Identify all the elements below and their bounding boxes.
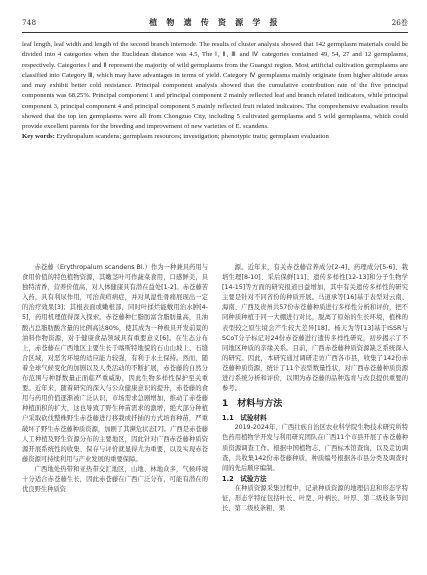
header-rule [22,32,408,33]
body-columns [22,263,408,563]
methods-paragraph: 在种质资源采集过程中，记录种质资源的地理信息和形态学特征，形态学特征包括叶长、叶宽、叶柄长、叶厚、第二级枝条节间长、第二级枝条粗、果 [222,484,408,513]
subsection-heading-materials: 1.1 试验材料 [222,414,267,423]
intro-paragraph-1: 赤苍藤（Erythropalum scandens Bl.）作为一种兼具药用与食用价值的特色植物资源，其嫩茎叶可作蔬菜食用，口感鲜美，具独特清香，营养价值高，对人体健康具有潜在益处[1-2]。赤苍藤苦入药，具有利尿作用，可治黄疸病症，并对风湿性骨痛展现出一定的治疗效果[3]；其根表面或嫩根部，同时叶揉烂能敷用治水肿[4-5]，药用机理值得深入探索。赤苍藤种仁脂肪富含脂肪量高，且油酸占总脂肪酸含量的比例高达80%，使其成为一种极具开发前景的油料作物资源，对于健康食品领域具有重要意义[6]。在生态分布上，赤苍藤在广西地区主要生长于喀斯特地貌的石山山坡上、石缝合区域，对恶劣环境的适应能力较强，有利于水土保持。然而，随着全球气候变化的加剧以及人类活动的不断扩展，赤苍藤的自然分布范围与种群数量正面临严重威胁，因此生物多样性保护至关重要。近年来，随着研究的深入与公众健康意识的提升，赤苍藤的食用与药用价值逐渐被广泛认识，市场需求急剧增加，推动了赤苍藤种植面积的扩大，这也导致了野生种苗需求的激增，绝大部分种植户采取砍伐整株野生赤苍藤进行移栽或扦插的方式培育种苗，严重破坏了野生赤苍藤种质资源，加剧了其濒危状态[7]。广西是赤苍藤人工种植及野生资源分布的主要地区，因此针对广西赤苍藤种质资源开展系统性的收集、保存与评价就显得尤为重要，以及实现赤苍藤资源可持续利用与产业发展的重要保障。 [22,264,208,463]
english-abstract [22,40,408,143]
abstract-text: leaf length, leaf width and length of the second branch internode. The results of cluster analysis showed that 142 germplasm materials could be divided into 4 categories when the Euclidean distance was 4.5, The Ⅰ, Ⅱ, Ⅲ and Ⅳ categories contained 49, 54, 27 and 12 germplasms, respectively. Categories Ⅰ and Ⅱ represent the majority of wild germplasms from the Guangxi region. Most artificial cultivation germplasms are classified into Category Ⅲ, which may have advantages in terms of yield. Category Ⅳ germplasms mainly originate from higher altitude areas and may exhibit better cold resistance. Principal component analysis showed that the cumulative contribution rate of the five principal components was 68.25%. Principal component 1 and principal component 2 mainly reflected leaf and branch related indicators, while principal component 3, principal component 4 and principal component 5 mainly reflected fruit related indicators. The comprehensive evaluation results showed that the top ten germplasms were all from Chongzuo City, including 5 cultivated germplasms and 5 wild germplasms, which could provide excellent parents for the breeding and improvement of new varieties of E. scandens. [22,41,408,130]
materials-paragraph: 2019-2024年，广西壮族自治区农业科学院生物技术研究所特色药用植物学开发与利用研究团队在广西11个市县开展了赤苍藤种质资源调查工作。根据中国植物志、广西标本馆查询，以及走访调查，共收集142份赤苍藤种质，种质编号根据各市县分类及调查时间的先后顺序编制。 [222,424,408,472]
keywords-text: Erythropalum scandens; germplasm resources; investigation; phenotypic traits; germplasm evaluation [54,133,329,141]
left-column [22,263,208,495]
subsection-heading-methods: 1.2 试验方法 [222,474,267,483]
volume-label: 26卷 [391,18,408,27]
keywords-label: Key words: [22,133,55,141]
intro-paragraph-3: 源。近年来，有关赤苍藤营养成分[2-4]、药理成分[5-6]、栽培生理[8-10]、采后保鲜[11]、遗传多样性[12-13]和分子生物学[14-15]等方面的研究报道日益增加，其中有关遗传多样性的研究主要是针对不同省份的种质开展。马道承等[16]基于表型对云南、海南、广西及贵州共57份赤苍藤种质进行多样性分析和评价，把不同种质种植于同一大棚进行对比，脱离了原始的生长环境，植株的表型较之原生境会产生较大差异[18]。杨天为等[13]基于ISSR与SCoT分子标记对24份赤苍藤进行遗传多样性研究，初步揭示了不同地区种质的亲缘关系。目前，广西赤苍藤种质资源缺乏系统深入的研究。因此，本研究通过调研走访广西各市县，收集了142份赤苍藤种质资源，统计了11个表型数量性状，对广西赤苍藤种质资源进行系统分析和评价，以期为赤苍藤的品种选育与改良提供重要的参考。 [222,264,408,393]
journal-title: 植 物 遗 传 资 源 学 报 [149,17,281,27]
intro-paragraph-2: 广西地处热带和亚热带交汇地区，山地、林地众多，气候环境十分适合赤苍藤生长，因此赤苍藤在广西广泛分布，可能有潜在的优良野生种质资 [22,465,208,494]
right-column [222,263,408,514]
page-number: 748 [22,18,37,27]
section-heading-materials-methods: 1 材料与方法 [222,399,283,410]
running-header [22,14,408,32]
